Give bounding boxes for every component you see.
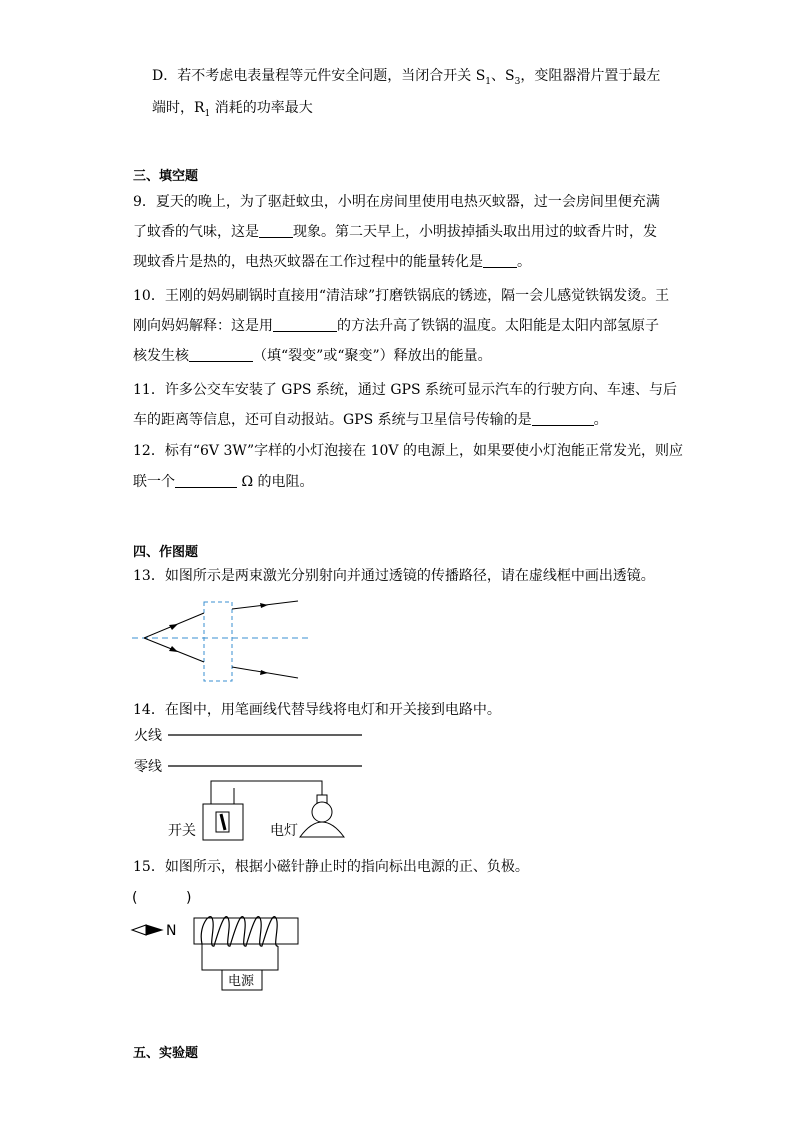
answer-blank[interactable] bbox=[483, 253, 517, 268]
answer-blank[interactable] bbox=[273, 317, 337, 332]
option-d-line1: D．若不考虑电表量程等元件安全问题，当闭合开关 $S_1$、$S_3$，变阻器滑片置于最左 bbox=[152, 68, 661, 87]
switch-lamp-wire bbox=[211, 781, 322, 804]
lamp-icon[interactable] bbox=[300, 795, 344, 837]
answer-paren-close[interactable]: ) bbox=[186, 890, 192, 906]
switch-label: 开关 bbox=[168, 823, 196, 839]
q15-line1: 15．如图所示，根据小磁针静止时的指向标出电源的正、负极。 bbox=[133, 859, 529, 875]
q13-line1: 13．如图所示是两束激光分别射向并通过透镜的传播路径，请在虚线框中画出透镜。 bbox=[133, 568, 655, 584]
arrow-head bbox=[260, 603, 268, 608]
answer-paren-open[interactable]: ( bbox=[132, 890, 138, 906]
lamp-label: 电灯 bbox=[270, 823, 298, 839]
q11-line2: 车的距离等信息，还可自动报站。GPS 系统与卫星信号传输的是 。 bbox=[133, 412, 608, 428]
q9-line1: 9．夏天的晚上，为了驱赶蚊虫，小明在房间里使用电热灭蚊器，过一会房间里便充满 bbox=[133, 194, 660, 210]
circuit-wire bbox=[258, 946, 278, 970]
answer-blank[interactable] bbox=[532, 411, 594, 426]
section-title-fill-in: 三、填空题 bbox=[133, 169, 199, 184]
solenoid-diagram bbox=[130, 886, 330, 996]
section-title-drawing: 四、作图题 bbox=[133, 545, 199, 560]
option-d-line2: 端时，$R_1$ 消耗的功率最大 bbox=[152, 100, 313, 119]
solenoid-core bbox=[194, 918, 298, 944]
q12-line2: 联一个 Ω 的电阻。 bbox=[133, 474, 314, 490]
arrow-head bbox=[169, 646, 178, 652]
q10-line1: 10．王刚的妈妈刷锅时直接用“清洁球”打磨铁锅底的锈迹，隔一会儿感觉铁锅发烫。王 bbox=[133, 288, 670, 304]
needle-north-label: N bbox=[166, 923, 177, 939]
answer-blank[interactable] bbox=[259, 223, 293, 238]
section-title-experiment: 五、实验题 bbox=[133, 1046, 199, 1061]
q9-line2: 了蚊香的气味，这是 现象。第二天早上，小明拔掉插头取出用过的蚊香片时，发 bbox=[133, 224, 657, 240]
q10-line3: 核发生核 （填“裂变”或“聚变”）释放出的能量。 bbox=[133, 348, 492, 364]
dashed-lens-box[interactable] bbox=[204, 602, 232, 681]
neutral-wire-label: 零线 bbox=[134, 759, 162, 775]
lens-diagram bbox=[130, 595, 310, 685]
magnetic-needle-icon bbox=[132, 925, 162, 935]
q11-line1: 11．许多公交车安装了 GPS 系统，通过 GPS 系统可显示汽车的行驶方向、车速、与后 bbox=[133, 382, 678, 398]
live-wire-label: 火线 bbox=[134, 728, 162, 744]
arrow-head bbox=[260, 670, 268, 675]
q9-line3: 现蚊香片是热的，电热灭蚊器在工作过程中的能量转化是 。 bbox=[133, 254, 531, 270]
answer-blank[interactable] bbox=[175, 473, 237, 488]
q10-line2: 刚向妈妈解释：这是用 的方法升高了铁锅的温度。太阳能是太阳内部氢原子 bbox=[133, 318, 659, 334]
answer-blank[interactable] bbox=[189, 347, 253, 362]
q12-line1: 12．标有“6V 3W”字样的小灯泡接在 10V 的电源上，如果要使小灯泡能正常发光，则应 bbox=[133, 443, 683, 459]
power-source-label: 电源 bbox=[228, 974, 255, 989]
q14-line1: 14．在图中，用笔画线代替导线将电灯和开关接到电路中。 bbox=[133, 702, 501, 718]
circuit-wire bbox=[202, 944, 226, 970]
arrow-head bbox=[169, 624, 178, 630]
circuit-diagram bbox=[132, 725, 372, 845]
